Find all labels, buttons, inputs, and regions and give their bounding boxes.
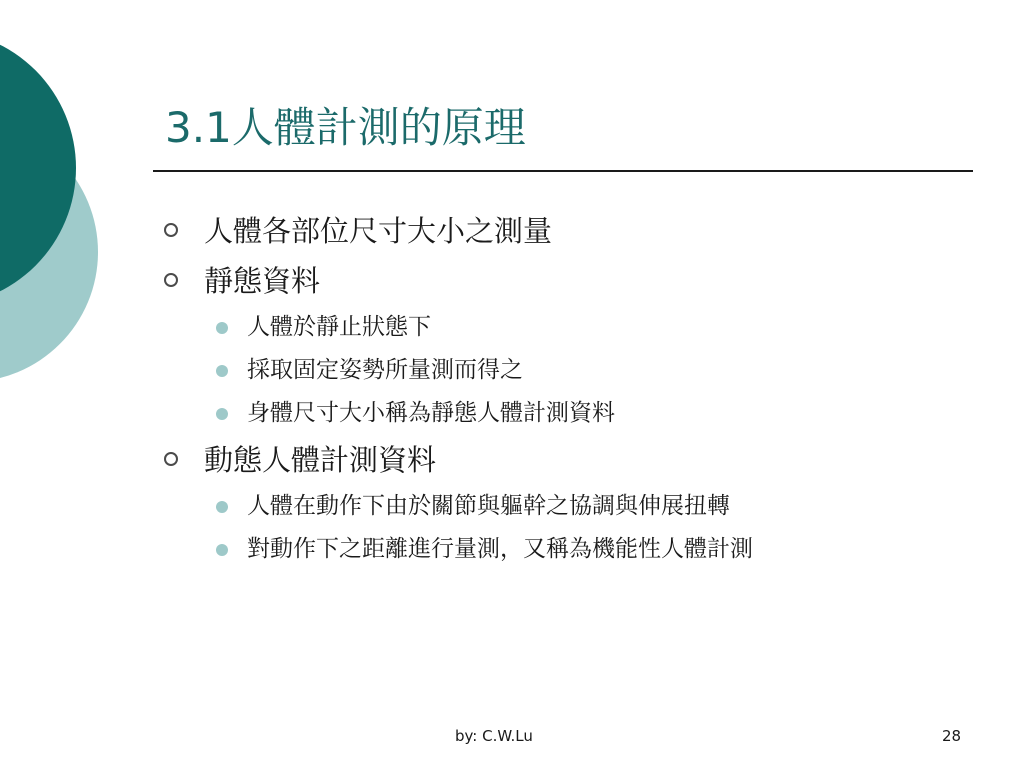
sub-bullet-text: 採取固定姿勢所量測而得之 bbox=[247, 357, 523, 383]
footer-author: by: C.W.Lu bbox=[455, 727, 533, 745]
sub-bullet-item bbox=[160, 485, 1000, 528]
bullet-item bbox=[160, 435, 1000, 485]
bullet-item bbox=[160, 256, 1000, 306]
title-divider bbox=[153, 170, 973, 172]
sub-bullet-item bbox=[160, 349, 1000, 392]
sub-bullet-item bbox=[160, 392, 1000, 435]
dot-bullet-icon bbox=[216, 365, 228, 377]
hollow-circle-bullet-icon bbox=[164, 273, 178, 287]
sub-bullet-text: 人體於靜止狀態下 bbox=[247, 314, 431, 340]
bullet-list bbox=[160, 206, 1000, 571]
dot-bullet-icon bbox=[216, 501, 228, 513]
slide-title: 3.1人體計測的原理 bbox=[165, 103, 526, 152]
sub-bullet-item bbox=[160, 306, 1000, 349]
page-number: 28 bbox=[942, 727, 962, 745]
sub-bullet-item bbox=[160, 528, 1000, 571]
dot-bullet-icon bbox=[216, 408, 228, 420]
sub-bullet-text: 對動作下之距離進行量測，又稱為機能性人體計測 bbox=[247, 536, 753, 562]
bullet-text: 靜態資料 bbox=[204, 264, 321, 298]
dot-bullet-icon bbox=[216, 322, 228, 334]
hollow-circle-bullet-icon bbox=[164, 223, 178, 237]
footer bbox=[0, 725, 1024, 749]
sub-bullet-text: 人體在動作下由於關節與軀幹之協調與伸展扭轉 bbox=[247, 493, 730, 519]
decorative-circles bbox=[0, 0, 130, 420]
hollow-circle-bullet-icon bbox=[164, 452, 178, 466]
bullet-text: 動態人體計測資料 bbox=[204, 443, 437, 477]
bullet-item bbox=[160, 206, 1000, 256]
sub-bullet-text: 身體尺寸大小稱為靜態人體計測資料 bbox=[247, 400, 615, 426]
dot-bullet-icon bbox=[216, 544, 228, 556]
bullet-text: 人體各部位尺寸大小之測量 bbox=[204, 214, 553, 248]
